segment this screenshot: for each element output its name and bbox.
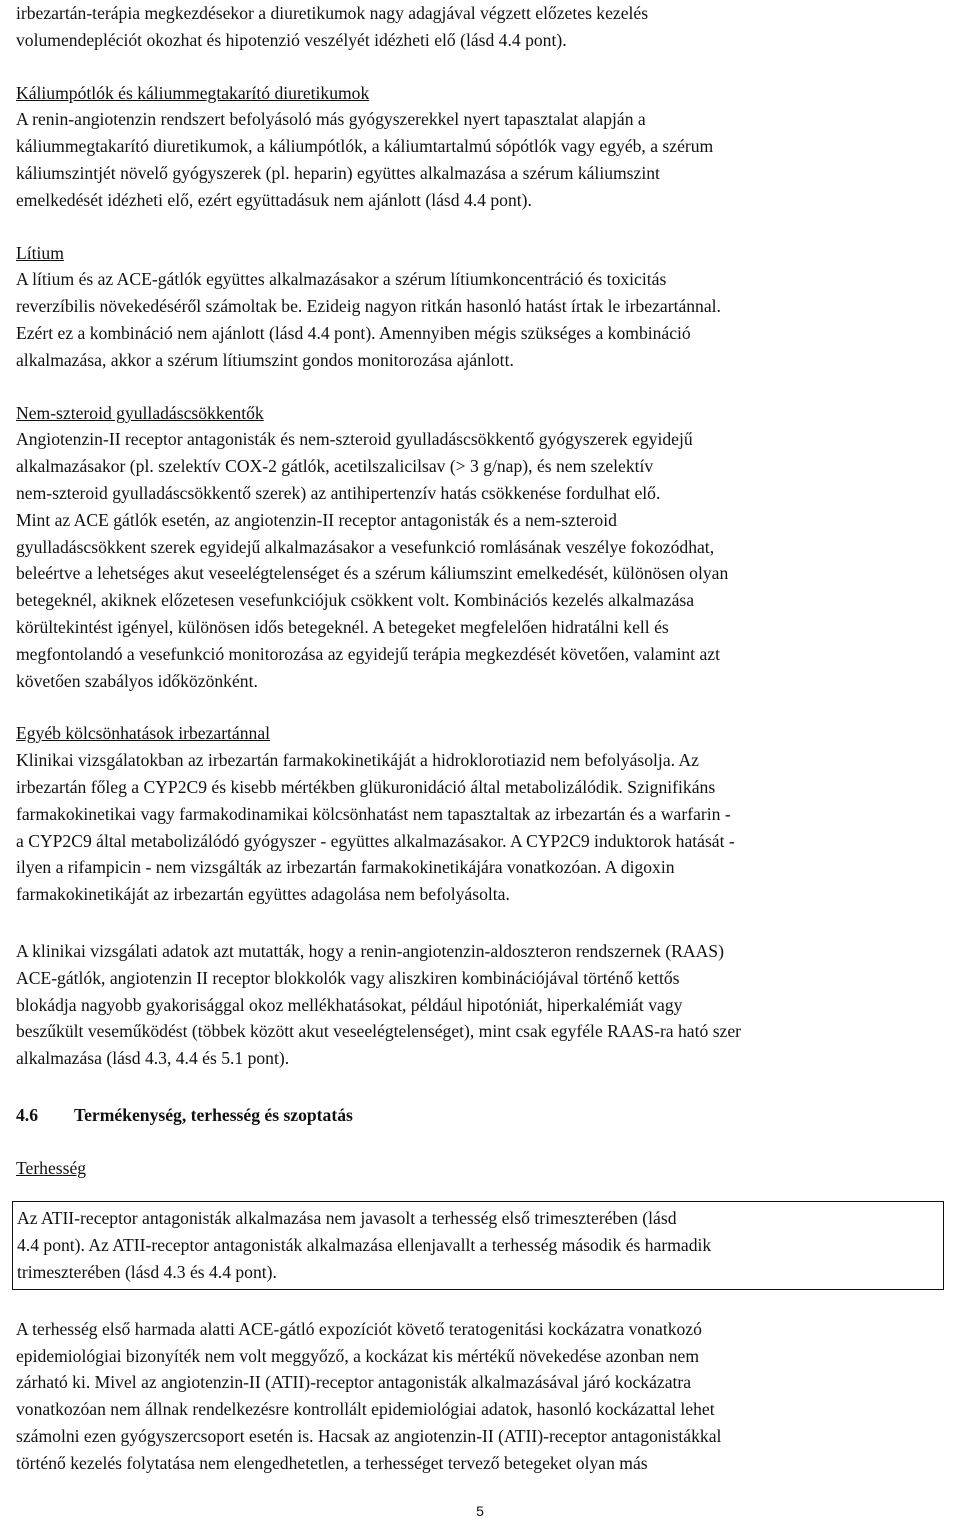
- text-line: vonatkozóan nem állnak rendelkezésre kontrollált epidemiológiai adatok, hasonló kockázattal lehet: [16, 1399, 715, 1420]
- text-line: A terhesség első harmada alatti ACE-gátló expozíciót követő teratogenitási kockázatra vonatkozó: [16, 1318, 702, 1339]
- text-line: ilyen a rifampicin - nem vizsgálták az irbezartán farmakokinetikájára vonatkozóan. A digoxin: [16, 857, 675, 878]
- text-line: beszűkült veseműködést (többek között akut veseelégtelenséget), mint csak egyféle RAAS-ra ható szer: [16, 1021, 742, 1042]
- section-title: Termékenység, terhesség és szoptatás: [74, 1104, 353, 1125]
- text-line: számolni ezen gyógyszercsoport esetén is. Hacsak az angiotenzin-II (ATII)-receptor antagonistákkal: [16, 1426, 722, 1447]
- intro-paragraph: [16, 0, 946, 54]
- text-line: A renin-angiotenzin rendszert befolyásoló más gyógyszerekkel nyert tapasztalat alapján a: [16, 109, 646, 130]
- text-line: reverzíbilis növekedéséről számoltak be. Ezideig nagyon ritkán hasonló hatást írtak le irbezartánnal.: [16, 296, 721, 317]
- document-page: [16, 0, 946, 1477]
- text-line: alkalmazása (lásd 4.3, 4.4 és 5.1 pont).: [16, 1048, 290, 1069]
- text-line: farmakokinetikáját az irbezartán együttes adagolása nem befolyásolta.: [16, 884, 510, 905]
- page-number: 5: [476, 1503, 484, 1519]
- litium-section: [16, 240, 946, 374]
- section-heading: [16, 1102, 946, 1129]
- text-line: Angiotenzin-II receptor antagonisták és nem-szteroid gyulladáscsökkentő gyógyszerek egyidejű: [16, 429, 693, 450]
- warning-box: [12, 1201, 944, 1289]
- raas-paragraph: [16, 938, 946, 1072]
- text-line: 4.4 pont). Az ATII-receptor antagonisták alkalmazása ellenjavallt a terhesség második és harmadik: [17, 1235, 712, 1256]
- text-line: alkalmazása, akkor a szérum lítiumszint gondos monitorozása ajánlott.: [16, 349, 514, 370]
- text-line: volumendepléciót okozhat és hipotenzió veszélyét idézheti elő (lásd 4.4 pont).: [16, 29, 567, 50]
- terhesseg-section: [16, 1155, 946, 1477]
- text-line: alkalmazásakor (pl. szelektív COX-2 gátlók, acetilszalicilsav (> 3 g/nap), és nem szelektív: [16, 456, 654, 477]
- text-line: beleértve a lehetséges akut veseelégtelenséget és a szérum káliumszint emelkedését, különösen olyan: [16, 563, 729, 584]
- text-line: Klinikai vizsgálatokban az irbezartán farmakokinetikáját a hidroklorotiazid nem befolyásolja. Az: [16, 750, 699, 771]
- text-line: irbezartán főleg a CYP2C9 és kisebb mértékben glükuronidáció által metabolizálódik. Szignifikáns: [16, 776, 716, 797]
- text-line: Az ATII-receptor antagonisták alkalmazása nem javasolt a terhesség első trimeszterében (lásd: [17, 1208, 677, 1229]
- text-line: betegeknél, akiknek előzetesen vesefunkciójuk csökkent volt. Kombinációs kezelés alkalmazása: [16, 590, 695, 611]
- text-line: Ezért ez a kombináció nem ajánlott (lásd 4.4 pont). Amennyiben mégis szükséges a kombináció: [16, 322, 691, 343]
- text-line: gyulladáscsökkent szerek egyidejű alkalmazásakor a vesefunkció romlásának veszélye fokozódhat,: [16, 536, 715, 557]
- text-line: a CYP2C9 által metabolizálódó gyógyszer - együttes alkalmazásakor. A CYP2C9 induktorok hatását -: [16, 830, 735, 851]
- text-line: epidemiológiai bizonyíték nem volt meggyőző, a kockázat kis mértékű növekedése azonban nem: [16, 1345, 700, 1366]
- text-line: Mint az ACE gátlók esetén, az angiotenzin-II receptor antagonisták és a nem-szteroid: [16, 509, 617, 530]
- text-line: megfontolandó a vesefunkció monitorozása az egyidejű terápia megkezdését követően, valamint azt: [16, 643, 720, 664]
- text-line: zárható ki. Mivel az angiotenzin-II (ATII)-receptor antagonisták alkalmazásával járó kockázatra: [16, 1372, 692, 1393]
- text-line: A klinikai vizsgálati adatok azt mutatták, hogy a renin-angiotenzin-aldoszteron rendszernek (RAAS): [16, 940, 724, 961]
- kalium-section: [16, 80, 946, 214]
- text-line: körültekintést igényel, különösen idős betegeknél. A betegeket megfelelően hidratálni kell és: [16, 616, 669, 637]
- text-line: farmakokinetikai vagy farmakodinamikai kölcsönhatást nem tapasztaltak az irbezartán és a warfarin -: [16, 803, 731, 824]
- nsaid-section: [16, 400, 946, 695]
- text-line: nem-szteroid gyulladáscsökkentő szerek) az antihipertenzív hatás csökkenése fordulhat elő.: [16, 482, 661, 503]
- nsaid-heading: Nem-szteroid gyulladáscsökkentők: [16, 402, 264, 423]
- text-line: trimeszterében (lásd 4.3 és 4.4 pont).: [17, 1262, 277, 1283]
- text-line: A lítium és az ACE-gátlók együttes alkalmazásakor a szérum lítiumkoncentráció és toxicitás: [16, 269, 667, 290]
- text-line: történő kezelés folytatása nem elengedhetetlen, a terhességet tervező betegeket olyan más: [16, 1452, 648, 1473]
- litium-heading: Lítium: [16, 242, 64, 263]
- text-line: emelkedését idézheti elő, ezért együttadásuk nem ajánlott (lásd 4.4 pont).: [16, 189, 532, 210]
- text-line: káliumszintjét növelő gyógyszerek (pl. heparin) együttes alkalmazása a szérum káliumszint: [16, 162, 660, 183]
- text-line: ACE-gátlók, angiotenzin II receptor blokkolók vagy aliszkiren kombinációjával történő kettős: [16, 967, 680, 988]
- text-line: követően szabályos időközönként.: [16, 670, 258, 691]
- section-number: 4.6: [16, 1104, 38, 1125]
- text-line: blokádja nagyobb gyakorisággal okoz mellékhatásokat, például hipotóniát, hiperkalémiát vagy: [16, 994, 683, 1015]
- egyeb-section: [16, 720, 946, 908]
- text-line: káliummegtakarító diuretikumok, a káliumpótlók, a káliumtartalmú sópótlók vagy egyéb, a szérum: [16, 136, 714, 157]
- text-line: irbezartán-terápia megkezdésekor a diuretikumok nagy adagjával végzett előzetes kezelés: [16, 3, 649, 23]
- kalium-heading: Káliumpótlók és káliummegtakarító diuretikumok: [16, 82, 370, 103]
- egyeb-heading: Egyéb kölcsönhatások irbezartánnal: [16, 723, 271, 744]
- terhesseg-heading: Terhesség: [16, 1157, 87, 1178]
